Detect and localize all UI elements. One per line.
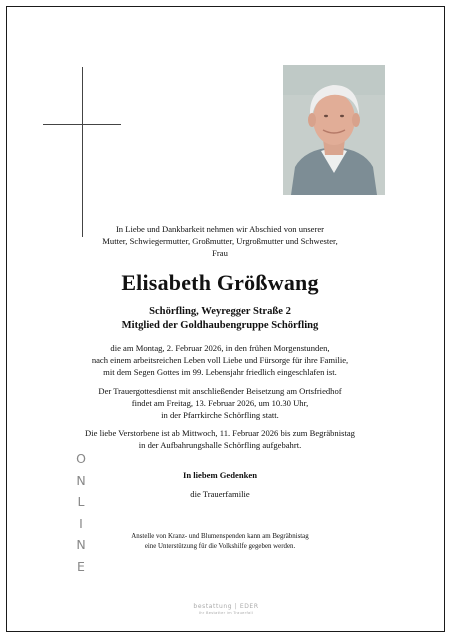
intro-line: Mutter, Schwiegermutter, Großmutter, Urgroßmutter und Schwester, <box>102 236 338 246</box>
address-block <box>40 305 400 333</box>
intro-line: In Liebe und Dankbarkeit nehmen wir Abschied von unserer <box>115 224 325 234</box>
paragraph-line: in der Pfarrkirche Schörfling statt. <box>161 410 279 420</box>
portrait-photo <box>283 65 385 195</box>
viewing-paragraph <box>40 427 400 451</box>
paragraph-line: die am Montag, 2. Februar 2026, in den frühen Morgenstunden, <box>110 343 330 353</box>
paragraph-line: nach einem arbeitsreichen Leben voll Liebe und Fürsorge für ihre Familie, <box>91 355 349 365</box>
undertaker-logo <box>176 603 276 615</box>
logo-main-text: bestattung | EDER <box>193 603 259 610</box>
note-line: Anstelle von Kranz- und Blumenspenden kann am Begräbnistag <box>131 533 309 540</box>
logo-sub-text: Ihr Bestatter im Trauerfall <box>198 611 254 615</box>
cross-icon-vertical <box>82 67 83 237</box>
paragraph-line: mit dem Segen Gottes im 99. Lebensjahr friedlich eingeschlafen ist. <box>103 367 337 377</box>
online-letter: E <box>77 558 85 574</box>
paragraph-line: Die liebe Verstorbene ist ab Mittwoch, 11. Februar 2026 bis zum Begräbnistag <box>85 428 355 438</box>
cross-icon-horizontal <box>43 124 121 125</box>
intro-text <box>40 223 400 259</box>
family-line: die Trauerfamilie <box>190 489 250 499</box>
intro-line: Frau <box>212 248 228 258</box>
online-letter: O <box>76 451 86 466</box>
paragraph-line: findet am Freitag, 13. Februar 2026, um 10.30 Uhr, <box>131 398 309 408</box>
deceased-name: Elisabeth Größwang <box>121 270 319 295</box>
online-letter: I <box>79 515 83 531</box>
online-letter: N <box>76 472 86 488</box>
paragraph-line: Der Trauergottesdienst mit anschließender Beisetzung am Ortsfriedhof <box>98 386 342 396</box>
membership: Mitglied der Goldhaubengruppe Schörfling <box>121 320 319 331</box>
address: Schörfling, Weyregger Straße 2 <box>149 306 291 317</box>
note-line: eine Unterstützung für die Volkshilfe gegeben werden. <box>144 543 296 550</box>
online-letter: N <box>76 537 86 553</box>
donation-note <box>40 532 400 552</box>
online-vertical-label <box>70 448 92 578</box>
portrait-image <box>283 65 385 195</box>
passing-paragraph <box>40 342 400 378</box>
memorial-line: In liebem Gedenken <box>182 470 257 480</box>
online-letter: L <box>77 494 85 510</box>
paragraph-line: in der Aufbahrungshalle Schörfling aufgebahrt. <box>138 440 302 450</box>
service-paragraph <box>40 385 400 421</box>
